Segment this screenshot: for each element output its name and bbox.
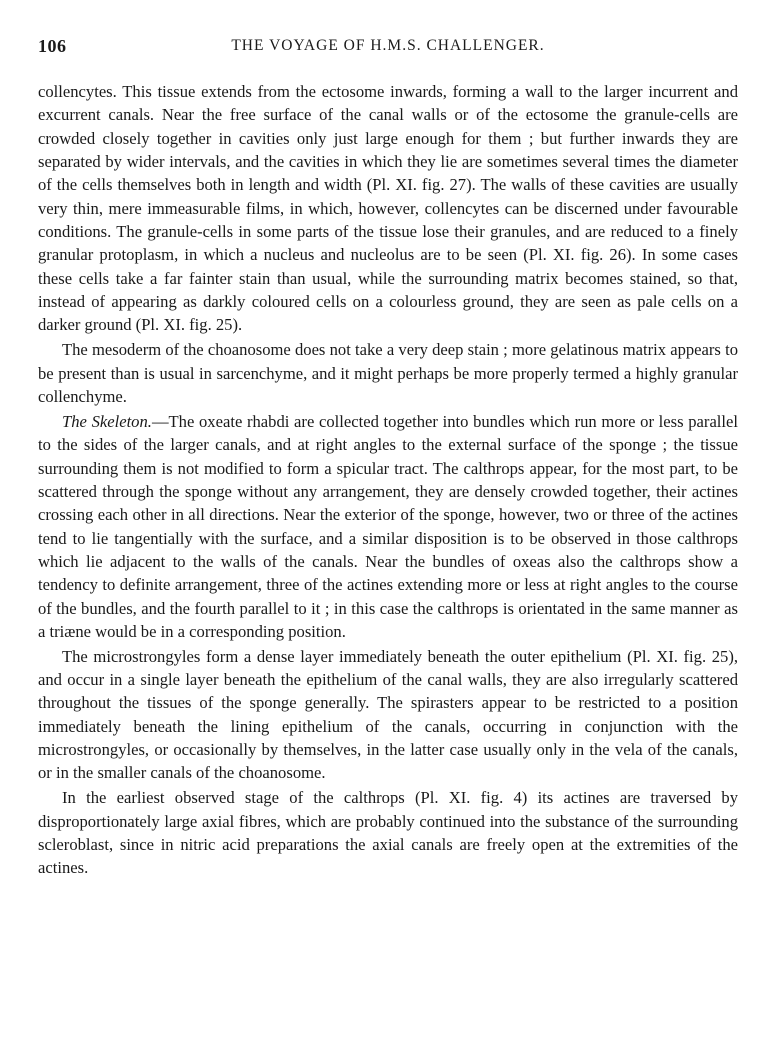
paragraph-2-text: The mesoderm of the choanosome does not take a very deep stain ; more gelatinous matrix appears to be present than is usual in sarcenchyme, and it might perhaps be more properly termed a highly granular collenchyme. [38, 340, 738, 406]
paragraph-3 [38, 410, 738, 643]
document-page [38, 36, 738, 881]
paragraph-5-text: In the earliest observed stage of the calthrops (Pl. XI. fig. 4) its actines are traversed by disproportionately large axial fibres, which are probably continued into the substance of the surrounding scleroblast, since in nitric acid preparations the axial canals are freely open at the extremities of the actines. [38, 788, 738, 878]
paragraph-4-text: The microstrongyles form a dense layer immediately beneath the outer epithelium (Pl. XI. fig. 25), and occur in a single layer beneath the epithelium of the canal walls, they are also irregularly scattered throughout the tissues of the sponge generally. The spirasters appear to be restricted to a position immediately beneath the lining epithelium of the canals, occurring in conjunction with the microstrongyles, or occasionally by themselves, in the latter case usually only in the vela of the canals, or in the smaller canals of the choanosome. [38, 646, 738, 783]
section-heading-skeleton: The Skeleton. [62, 411, 152, 431]
paragraph-5 [38, 786, 738, 879]
paragraph-4 [38, 645, 738, 785]
paragraph-1-text: collencytes. This tissue extends from the ectosome inwards, forming a wall to the larger incurrent and excurrent canals. Near the free surface of the canal walls or of the ectosome the granule-cells are crowded closely together in cavities only just large enough for them ; but further inwards they are separated by wider intervals, and the cavities in which they lie are sometimes several times the diameter of the cells themselves both in length and width (Pl. XI. fig. 27). The walls of these cavities are usually very thin, mere immeasurable films, in which, however, collencytes can be discerned under favourable conditions. The granule-cells in some parts of the tissue lose their granules, and are reduced to a finely granular protoplasm, in which a nucleus and nucleolus are to be seen (Pl. XI. fig. 26). In some cases these cells take a far fainter stain than usual, while the surrounding matrix becomes stained, so that, instead of appearing as darkly coloured cells on a colourless ground, they are seen as pale cells on a darker ground (Pl. XI. fig. 25). [38, 82, 738, 335]
running-title: THE VOYAGE OF H.M.S. CHALLENGER. [231, 37, 545, 54]
paragraph-1 [38, 80, 738, 337]
body-text [38, 80, 738, 880]
paragraph-3-text: —The oxeate rhabdi are collected together into bundles which run more or less parallel to the sides of the larger canals, and at right angles to the external surface of the sponge ; the tissue surrounding them is not modified to form a spicular tract. The calthrops appear, for the most part, to be scattered through the sponge without any arrangement, they are densely crowded together, their actines crossing each other in all directions. Near the exterior of the sponge, however, two or three of the actines tend to lie tangentially with the surface, and a similar disposition is to be observed in those calthrops which lie adjacent to the walls of the canals. Near the bundles of oxeas also the calthrops show a tendency to definite arrangement, three of the actines extending more or less at right angles to the course of the bundles, and the fourth parallel to it ; in this case the calthrops is orientated in the same manner as a triæne would be in a corresponding position. [38, 411, 738, 641]
page-number: 106 [38, 36, 67, 56]
page-header [38, 36, 738, 62]
paragraph-2 [38, 338, 738, 408]
